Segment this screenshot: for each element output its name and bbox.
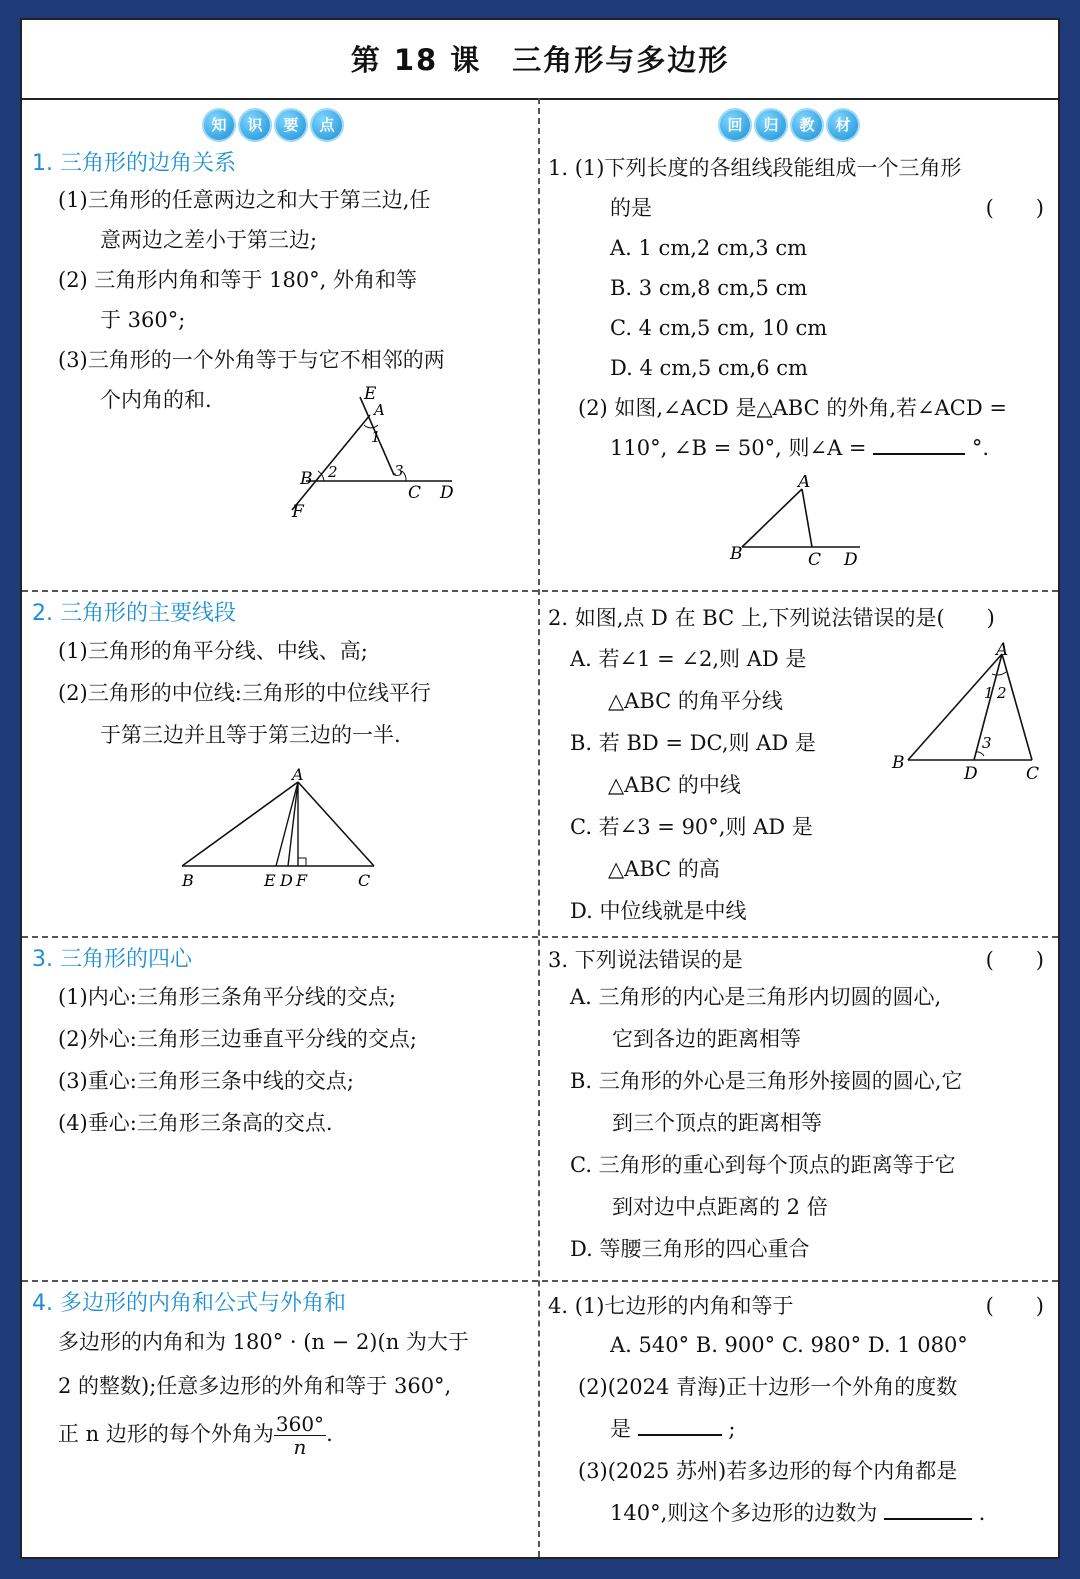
answer-blank[interactable] [884, 1518, 972, 1520]
text-line: (3)三角形的一个外角等于与它不相邻的两 [58, 348, 445, 372]
option-b-cont: △ABC 的中线 [608, 773, 741, 797]
badge-char: 知 [204, 110, 234, 140]
option-c-cont: 到对边中点距离的 2 倍 [612, 1195, 828, 1219]
text-line: (1)三角形的任意两边之和大于第三边,任 [58, 188, 431, 212]
fig-label: E [364, 385, 377, 404]
question-part-3: (3)(2025 苏州)若多边形的每个内角都是 [578, 1459, 958, 1483]
fig-label: A [292, 768, 304, 784]
option-b[interactable]: B. 3 cm,8 cm,5 cm [610, 276, 808, 300]
fig-label: 2 [997, 684, 1007, 702]
text-span: 3. 下列说法错误的是 [548, 948, 743, 972]
triangle-acd-figure [722, 475, 882, 575]
fig-label: 1 [984, 684, 994, 702]
text-line: 个内角的和. [100, 388, 212, 412]
badge-char: 回 [720, 110, 750, 140]
fig-label: A [996, 642, 1009, 660]
option-a[interactable]: A. 1 cm,2 cm,3 cm [610, 236, 807, 260]
answer-blank[interactable] [638, 1434, 722, 1436]
option-c[interactable]: C. 若∠3 = 90°,则 AD 是 [570, 815, 813, 839]
options-row[interactable]: A. 540° B. 900° C. 980° D. 1 080° [610, 1333, 968, 1357]
fraction-denominator: n [293, 1435, 307, 1459]
text-span: 110°, ∠B = 50°, 则∠A = [610, 436, 867, 460]
fig-label: B [182, 871, 194, 890]
text-line: 多边形的内角和为 180° · (n − 2)(n 为大于 [58, 1330, 469, 1354]
question-part-2: (2) 如图,∠ACD 是△ABC 的外角,若∠ACD = [578, 396, 1007, 420]
answer-paren[interactable]: ( ) [985, 948, 1044, 972]
text-line: (2)外心:三角形三边垂直平分线的交点; [58, 1027, 417, 1051]
fig-label: C [408, 483, 422, 503]
fraction-numerator: 360° [275, 1412, 325, 1436]
fig-label: D [844, 550, 858, 570]
option-c-cont: △ABC 的高 [608, 857, 720, 881]
fig-label: 3 [982, 734, 992, 752]
text-line: (2) 三角形内角和等于 180°, 外角和等 [58, 268, 418, 292]
text-line: (2)三角形的中位线:三角形的中位线平行 [58, 681, 431, 705]
question-part-2-cont [548, 1408, 1056, 1450]
fig-label: D [440, 483, 454, 503]
text-line: 意两边之差小于第三边; [100, 228, 318, 252]
question-stem-cont [548, 188, 1056, 228]
text-line: (1)内心:三角形三条角平分线的交点; [58, 985, 396, 1009]
question-part-3-cont [548, 1492, 1056, 1534]
triangle-segments-figure [172, 768, 392, 893]
section-title: 4. 多边形的内角和公式与外角和 [32, 1291, 346, 1316]
fig-label: F [292, 502, 304, 522]
fig-label: D [964, 764, 978, 784]
triangle-bisector-figure [884, 642, 1044, 792]
text-span: 140°,则这个多边形的边数为 [610, 1501, 878, 1525]
option-d[interactable]: D. 4 cm,5 cm,6 cm [610, 356, 808, 380]
fig-label: C [1026, 764, 1040, 784]
option-a[interactable]: A. 若∠1 = ∠2,则 AD 是 [570, 647, 807, 671]
text-line: (4)垂心:三角形三条高的交点. [58, 1111, 333, 1135]
text-span: 的是 [610, 196, 652, 220]
text-line [32, 1408, 532, 1460]
column-divider [538, 98, 540, 1557]
fig-label: C [808, 550, 822, 570]
fig-label: A [374, 401, 385, 419]
option-d[interactable]: D. 中位线就是中线 [570, 899, 747, 923]
fig-label: 1 [371, 428, 381, 446]
textbook-review-badge [720, 110, 858, 140]
knowledge-points-badge [204, 110, 342, 140]
page-title: 第 18 课 三角形与多边形 [22, 20, 1058, 100]
answer-paren[interactable]: ( ) [985, 1294, 1044, 1318]
badge-char: 归 [756, 110, 786, 140]
row-divider [22, 1280, 1058, 1282]
question-4 [548, 1288, 1056, 1534]
text-span: °. [971, 436, 990, 460]
text-line: (1)三角形的角平分线、中线、高; [58, 639, 368, 663]
fig-label: A [798, 475, 811, 492]
worksheet [20, 18, 1060, 1559]
badge-char: 识 [240, 110, 270, 140]
question-stem: 2. 如图,点 D 在 BC 上,下列说法错误的是( ) [548, 606, 995, 630]
answer-blank[interactable] [873, 453, 965, 455]
fraction [274, 1413, 326, 1458]
option-b[interactable]: B. 三角形的外心是三角形外接圆的圆心,它 [570, 1069, 963, 1093]
section-title: 3. 三角形的四心 [32, 947, 192, 972]
section-2 [32, 598, 532, 756]
fig-label: C [358, 871, 371, 890]
text-span: ; [728, 1417, 736, 1441]
text-span: . [326, 1422, 333, 1446]
option-d[interactable]: D. 等腰三角形的四心重合 [570, 1237, 810, 1261]
fig-label: E [264, 871, 276, 890]
fig-label: D [280, 871, 293, 890]
section-title: 2. 三角形的主要线段 [32, 601, 236, 626]
question-part-2: (2)(2024 青海)正十边形一个外角的度数 [578, 1375, 958, 1399]
section-3 [32, 944, 532, 1144]
text-line: 于 360°; [100, 308, 186, 332]
question-stem: 1. (1)下列长度的各组线段能组成一个三角形 [548, 156, 962, 180]
text-line: 2 的整数);任意多边形的外角和等于 360°, [58, 1374, 452, 1398]
option-c[interactable]: C. 4 cm,5 cm, 10 cm [610, 316, 828, 340]
option-a[interactable]: A. 三角形的内心是三角形内切圆的圆心, [570, 985, 942, 1009]
option-b[interactable]: B. 若 BD = DC,则 AD 是 [570, 731, 816, 755]
row-divider [22, 590, 1058, 592]
text-line: (3)重心:三角形三条中线的交点; [58, 1069, 354, 1093]
question-3 [548, 944, 1056, 1270]
text-span: 是 [610, 1417, 631, 1441]
section-1 [32, 148, 532, 420]
badge-char: 要 [276, 110, 306, 140]
badge-char: 材 [828, 110, 858, 140]
badge-char: 教 [792, 110, 822, 140]
fig-label: B [300, 469, 313, 489]
section-title: 1. 三角形的边角关系 [32, 151, 236, 176]
question-stem [548, 944, 1056, 976]
fig-label: 2 [328, 463, 338, 481]
fig-label: B [730, 544, 743, 564]
badge-char: 点 [312, 110, 342, 140]
section-4 [32, 1288, 532, 1460]
option-b-cont: 到三个顶点的距离相等 [612, 1111, 822, 1135]
option-c[interactable]: C. 三角形的重心到每个顶点的距离等于它 [570, 1153, 956, 1177]
fig-label: F [296, 871, 308, 890]
question-part-2-cont [548, 428, 1056, 468]
text-span: 正 n 边形的每个外角为 [58, 1422, 274, 1446]
option-a-cont: △ABC 的角平分线 [608, 689, 783, 713]
fig-label: 3 [394, 462, 404, 480]
option-a-cont: 它到各边的距离相等 [612, 1027, 801, 1051]
triangle-exterior-angle-figure [282, 385, 462, 525]
question-stem [548, 1288, 1056, 1324]
answer-paren[interactable]: ( ) [985, 196, 1044, 220]
fig-label: B [892, 753, 905, 773]
row-divider [22, 936, 1058, 938]
text-span: . [978, 1501, 986, 1525]
text-line: 于第三边并且等于第三边的一半. [100, 723, 401, 747]
text-span: 4. (1)七边形的内角和等于 [548, 1294, 794, 1318]
question-1 [548, 148, 1056, 468]
